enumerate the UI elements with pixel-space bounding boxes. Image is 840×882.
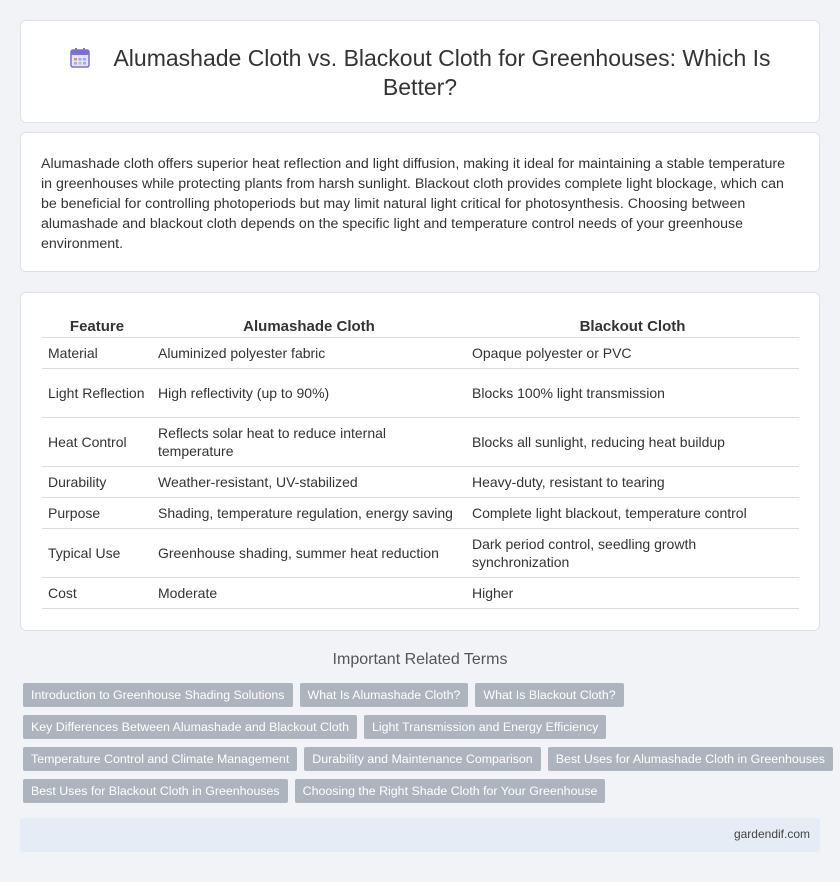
cell-blackout: Blocks all sunlight, reducing heat buildup: [466, 418, 799, 467]
tag-row: [23, 715, 823, 739]
cell-alumashade: Weather-resistant, UV-stabilized: [152, 467, 466, 498]
related-term-link[interactable]: What Is Alumashade Cloth?: [300, 683, 469, 707]
related-term-link[interactable]: Introduction to Greenhouse Shading Solutions: [23, 683, 293, 707]
related-term-link[interactable]: Best Uses for Blackout Cloth in Greenhouses: [23, 779, 288, 803]
table-row: [42, 578, 799, 609]
table-row: [42, 498, 799, 529]
cell-feature: Cost: [42, 578, 152, 609]
related-terms-list: [23, 683, 823, 811]
cell-alumashade: Reflects solar heat to reduce internal temperature: [152, 418, 466, 467]
cell-feature: Heat Control: [42, 418, 152, 467]
tag-row: [23, 779, 823, 803]
page-title: Alumashade Cloth vs. Blackout Cloth for Greenhouses: Which Is Better?: [113, 45, 771, 100]
footer-site-name[interactable]: gardendif.com: [733, 827, 810, 841]
header-feature: Feature: [42, 316, 152, 338]
cell-feature: Light Reflection: [42, 369, 152, 418]
cell-feature: Typical Use: [42, 529, 152, 578]
footer: [20, 818, 820, 852]
table-row: [42, 529, 799, 578]
cell-alumashade: Greenhouse shading, summer heat reduction: [152, 529, 466, 578]
cell-blackout: Opaque polyester or PVC: [466, 338, 799, 369]
header-alumashade: Alumashade Cloth: [152, 316, 466, 338]
cell-blackout: Higher: [466, 578, 799, 609]
related-terms-heading: Important Related Terms: [332, 651, 508, 668]
calendar-icon: [69, 47, 91, 69]
table-header-row: [42, 316, 799, 338]
cell-feature: Material: [42, 338, 152, 369]
cell-alumashade: Shading, temperature regulation, energy saving: [152, 498, 466, 529]
related-term-link[interactable]: Choosing the Right Shade Cloth for Your Greenhouse: [295, 779, 606, 803]
header-blackout: Blackout Cloth: [466, 316, 799, 338]
related-term-link[interactable]: Light Transmission and Energy Efficiency: [364, 715, 606, 739]
related-term-link[interactable]: Temperature Control and Climate Management: [23, 747, 297, 771]
cell-alumashade: High reflectivity (up to 90%): [152, 369, 466, 418]
intro-card: [20, 132, 820, 272]
related-term-link[interactable]: What Is Blackout Cloth?: [475, 683, 623, 707]
cell-blackout: Dark period control, seedling growth synchronization: [466, 529, 799, 578]
tag-row: [23, 683, 823, 707]
page-title-wrap: [61, 44, 779, 102]
tag-row: [23, 747, 823, 771]
related-term-link[interactable]: Durability and Maintenance Comparison: [304, 747, 540, 771]
cell-blackout: Complete light blackout, temperature control: [466, 498, 799, 529]
related-term-link[interactable]: Key Differences Between Alumashade and Blackout Cloth: [23, 715, 357, 739]
table-row: [42, 467, 799, 498]
cell-blackout: Heavy-duty, resistant to tearing: [466, 467, 799, 498]
title-card: [20, 20, 820, 123]
cell-blackout: Blocks 100% light transmission: [466, 369, 799, 418]
related-term-link[interactable]: Best Uses for Alumashade Cloth in Greenhouses: [548, 747, 833, 771]
table-row: [42, 418, 799, 467]
cell-feature: Purpose: [42, 498, 152, 529]
table-row: [42, 338, 799, 369]
cell-alumashade: Aluminized polyester fabric: [152, 338, 466, 369]
table-row: [42, 369, 799, 418]
comparison-table: [42, 316, 799, 609]
comparison-card: [20, 292, 820, 631]
cell-alumashade: Moderate: [152, 578, 466, 609]
cell-feature: Durability: [42, 467, 152, 498]
intro-paragraph: Alumashade cloth offers superior heat reflection and light diffusion, making it ideal for maintaining a stable temperature in greenhouses while protecting plants from harsh sunlight. Blackout cloth provides complete light blockage, which can be beneficial for controlling photoperiods but may limit natural light critical for photosynthesis. Choosing between alumashade and blackout cloth depends on the specific light and temperature control needs of your greenhouse environment.: [41, 156, 785, 252]
